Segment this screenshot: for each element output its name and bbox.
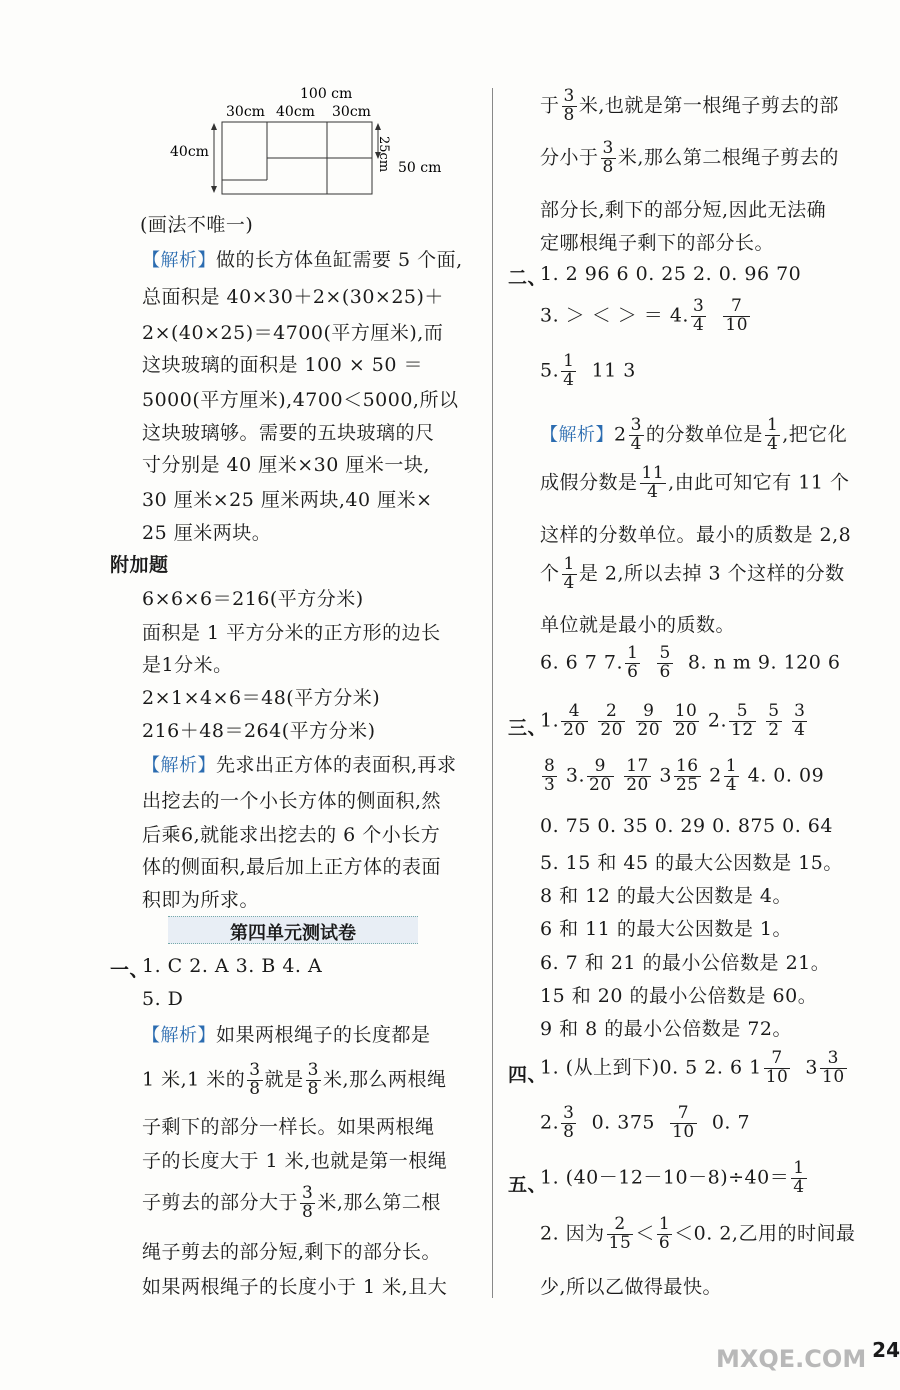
diagram-seg2: 40cm	[276, 104, 315, 120]
extra-line: 是1分米。	[142, 654, 233, 676]
section-three-answers-2: $\frac{8}{3}$ 3. $\frac{9}{20}$ $\frac{17}{20}$ 3 $\frac{16}{25}$ 2 $\frac{1}{4}$ 4. 0. 09	[544, 756, 825, 795]
analysis-block-1: 【解析】做的长方体鱼缸需要 5 个面,	[142, 249, 463, 271]
drawing-note: (画法不唯一)	[140, 214, 254, 236]
analysis-tag: 【解析】	[142, 755, 216, 776]
page-number: 24	[872, 1338, 900, 1362]
analysis-line: 成假分数是 $\frac{11}{4}$ ,由此可知它有 11 个	[540, 463, 850, 502]
section-two-answers: 1. 2 96 6 0. 25 2. 0. 96 70	[540, 263, 802, 285]
section-three-answers: 1. $\frac{4}{20}$ $\frac{2}{20}$ $\frac{9}{20}$ $\frac{10}{20}$ 2. $\frac{5}{12}$ $\frac{5}{2}$ $\frac{3}{4}$	[540, 701, 806, 740]
right-line: 定哪根绳子剩下的部分长。	[540, 232, 775, 254]
analysis-line: 如果两根绳子的长度小于 1 米,且大	[142, 1276, 448, 1298]
section-three-line: 15 和 20 的最小公倍数是 60。	[540, 985, 818, 1007]
section-three-line: 6 和 11 的最大公因数是 1。	[540, 918, 793, 940]
section-three-line: 5. 15 和 45 的最大公因数是 15。	[540, 852, 843, 874]
section-four-answers: 1. (从上到下)0. 5 2. 6 1 $\frac{7}{10}$ 3 $\frac{3}{10}$	[540, 1048, 845, 1087]
diagram-seg3: 30cm	[332, 104, 371, 120]
analysis-block-4: 【解析】2 $\frac{3}{4}$ 的分数单位是 $\frac{1}{4}$ ,把它化	[540, 415, 848, 454]
watermark: MXQE.COM	[716, 1345, 867, 1373]
analysis-line: 1 米,1 米的 $\frac{3}{8}$ 就是 $\frac{3}{8}$ 米,那么两根绳	[142, 1060, 447, 1099]
glass-cutting-diagram	[170, 80, 470, 200]
analysis-tag: 【解析】	[540, 424, 614, 446]
analysis-line: 出挖去的一个小长方体的侧面积,然	[142, 790, 442, 812]
diagram-seg1: 30cm	[226, 104, 265, 120]
analysis-line: 这样的分数单位。最小的质数是 2,8	[540, 524, 852, 546]
section-three-line: 0. 75 0. 35 0. 29 0. 875 0. 64	[540, 815, 833, 837]
section-five-line: 少,所以乙做得最快。	[540, 1276, 723, 1298]
right-line: 于 $\frac{3}{8}$ 米,也就是第一根绳子剪去的部	[540, 86, 839, 125]
diagram-bottom-label: 50 cm	[398, 160, 442, 176]
section-three-line: 8 和 12 的最大公因数是 4。	[540, 885, 793, 907]
extra-line: 面积是 1 平方分米的正方形的边长	[142, 622, 441, 644]
analysis-line: 25 厘米两块。	[142, 522, 272, 544]
analysis-tag: 【解析】	[142, 250, 216, 271]
section-five-answer-2: 2. 因为 $\frac{2}{15}$ ＜ $\frac{1}{6}$ ＜0. 2,乙用的时间最	[540, 1214, 856, 1253]
analysis-line: 5000(平方厘米),4700＜5000,所以	[142, 389, 459, 411]
right-line: 部分长,剩下的部分短,因此无法确	[540, 199, 827, 221]
section-three-label: 三、	[508, 717, 548, 739]
section-title: 第四单元测试卷	[230, 923, 356, 944]
analysis-line: 寸分别是 40 厘米×30 厘米一块,	[142, 454, 430, 476]
section-three-line: 6. 7 和 21 的最小公倍数是 21。	[540, 952, 831, 974]
analysis-line: 这块玻璃够。需要的五块玻璃的尺	[142, 422, 435, 444]
analysis-line: 体的侧面积,最后加上正方体的表面	[142, 856, 442, 878]
analysis-line: 绳子剪去的部分短,剩下的部分长。	[142, 1241, 442, 1263]
analysis-line: 子剩下的部分一样长。如果两根绳	[142, 1116, 435, 1138]
section-two-answers-3: 5. $\frac{1}{4}$ 11 3	[540, 351, 636, 390]
analysis-line: 子的长度大于 1 米,也就是第一根绳	[142, 1150, 448, 1172]
section-four-answers-2: 2. $\frac{3}{8}$ 0. 375 $\frac{7}{10}$ 0. 7	[540, 1103, 751, 1142]
column-divider	[492, 88, 493, 1298]
analysis-tag: 【解析】	[142, 1025, 216, 1046]
section-two-label: 二、	[508, 267, 548, 289]
analysis-line: 单位就是最小的质数。	[540, 614, 736, 636]
extra-line: 2×1×4×6＝48(平方分米)	[142, 687, 381, 709]
section-one-label: 一、	[110, 959, 150, 981]
analysis-line: 个 $\frac{1}{4}$ 是 2,所以去掉 3 个这样的分数	[540, 554, 845, 593]
right-line: 分小于 $\frac{3}{8}$ 米,那么第二根绳子剪去的	[540, 138, 839, 177]
section-four-label: 四、	[508, 1064, 548, 1086]
analysis-line: 总面积是 40×30＋2×(30×25)＋	[142, 286, 444, 308]
analysis-line: 子剪去的部分大于 $\frac{3}{8}$ 米,那么第二根	[142, 1183, 441, 1222]
answers-6-9: 6. 6 7 7. $\frac{1}{6}$ $\frac{5}{6}$ 8. n m 9. 120 6	[540, 643, 841, 682]
extra-question-title: 附加题	[110, 554, 169, 576]
section-two-answers-2: 3. ＞ ＜ ＞ ＝ 4. $\frac{3}{4}$ $\frac{7}{10}$	[540, 296, 749, 335]
section-five-label: 五、	[508, 1174, 548, 1196]
analysis-line: 2×(40×25)＝4700(平方厘米),而	[142, 322, 444, 344]
analysis-line: 这块玻璃的面积是 100 × 50 ＝	[142, 354, 424, 376]
section-one-answers: 1. C 2. A 3. B 4. A	[142, 955, 323, 977]
section-three-line: 9 和 8 的最小公倍数是 72。	[540, 1018, 793, 1040]
analysis-line: 积即为所求。	[142, 889, 260, 911]
analysis-line: 后乘6,就能求出挖去的 6 个小长方	[142, 824, 441, 846]
diagram-height: 40cm	[170, 144, 209, 160]
analysis-block-2: 【解析】先求出正方体的表面积,再求	[142, 754, 457, 776]
diagram-right-height: 25cm	[376, 136, 391, 173]
section-one-answers-2: 5. D	[142, 988, 184, 1010]
analysis-block-3: 【解析】如果两根绳子的长度都是	[142, 1024, 431, 1046]
extra-line: 6×6×6＝216(平方分米)	[142, 588, 364, 610]
section-five-answer-1: 1. (40－12－10－8)÷40＝ $\frac{1}{4}$	[540, 1158, 805, 1197]
extra-line: 216＋48＝264(平方分米)	[142, 720, 376, 742]
diagram-total-width: 100 cm	[300, 86, 353, 102]
analysis-line: 30 厘米×25 厘米两块,40 厘米×	[142, 489, 433, 511]
